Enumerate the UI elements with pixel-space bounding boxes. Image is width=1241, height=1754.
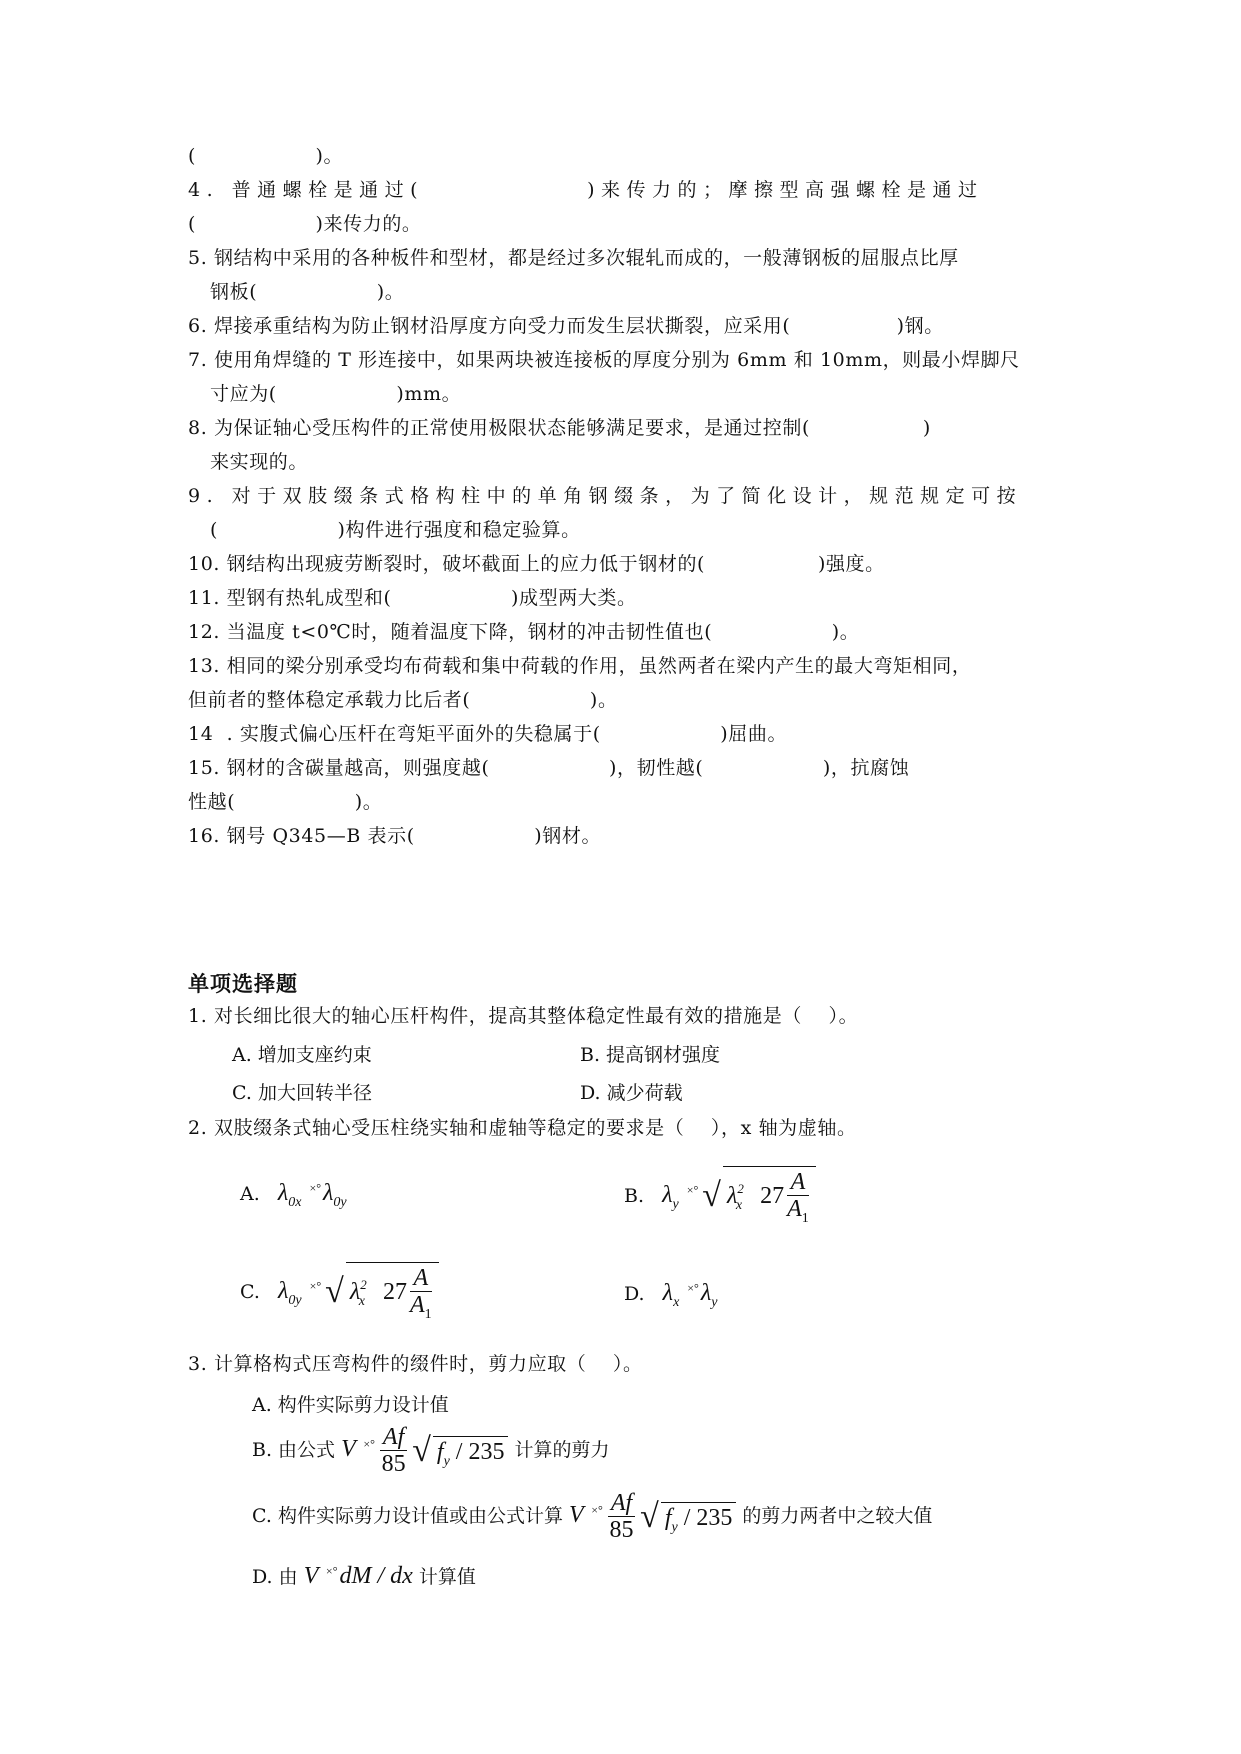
q1-stem: 1. 对长细比很大的轴心压杆构件，提高其整体稳定性最有效的措施是（ ）。 (188, 1005, 859, 1027)
ratio-text: / 235 (449, 1438, 505, 1465)
denominator-symbol: A (787, 1196, 802, 1222)
fraction-numerator: A (410, 1265, 432, 1292)
fraction (787, 1169, 809, 1226)
q1-option-a: A. 增加支座约束 (232, 1044, 372, 1066)
blank-line-15: 12. 当温度 t<0℃时，随着温度下降，钢材的冲击韧性值也( )。 (188, 621, 860, 643)
q1-option-b: B. 提高钢材强度 (580, 1044, 721, 1066)
constant: 27 (382, 1279, 407, 1306)
radical-icon: √ (412, 1431, 431, 1469)
subscript: y (672, 1196, 679, 1212)
sqrt-body (346, 1262, 439, 1322)
q2-formula-b (662, 1169, 816, 1226)
blank-line-7: 7. 使用角焊缝的 T 形连接中，如果两块被连接板的厚度分别为 6mm 和 10mm，则最小焊脚尺 (188, 349, 1020, 371)
blank-line-11: 9. 对于双肢缀条式格构柱中的单角钢缀条，为了简化设计，规范规定可按 (188, 485, 1023, 507)
blank-line-8: 寸应为( )mm。 (210, 383, 462, 405)
subscript: 0y (288, 1292, 302, 1308)
q3-option-b-suffix: 计算的剪力 (514, 1439, 610, 1462)
blank-line-20: 性越( )。 (188, 791, 383, 813)
sqrt-body (661, 1502, 737, 1535)
derivative-text: dM / dx (339, 1563, 413, 1589)
equals-glyph: ×° (309, 1278, 322, 1293)
q2-option-b (624, 1166, 816, 1226)
q2-option-d-label: D. (624, 1283, 645, 1305)
blank-line-10: 来实现的。 (210, 451, 309, 473)
blank-line-21: 16. 钢号 Q345—B 表示( )钢材。 (188, 825, 602, 847)
q3-option-b (252, 1424, 609, 1477)
blank-line-14: 11. 型钢有热轧成型和( )成型两大类。 (188, 587, 637, 609)
lambda-symbol: λ (700, 1280, 712, 1306)
blank-line-17: 但前者的整体稳定承载力比后者( )。 (188, 689, 618, 711)
q2-formula-d (662, 1280, 718, 1310)
fraction-numerator: Af (380, 1424, 407, 1451)
blank-line-12: ( )构件进行强度和稳定验算。 (210, 519, 581, 541)
q3-option-a: A. 构件实际剪力设计值 (252, 1394, 449, 1416)
q1-option-c: C. 加大回转半径 (232, 1082, 372, 1104)
q2-option-d (624, 1280, 718, 1310)
denominator-symbol: A (409, 1292, 425, 1318)
q2-option-c (240, 1262, 439, 1322)
q3-stem: 3. 计算格构式压弯构件的缀件时，剪力应取（ ）。 (188, 1353, 643, 1375)
q3-option-c-suffix: 的剪力两者中之较大值 (742, 1505, 933, 1528)
fraction (608, 1490, 635, 1543)
fraction-numerator: Af (608, 1490, 635, 1517)
variable-v: V (569, 1502, 584, 1529)
blank-line-2: 4. 普通螺栓是通过( )来传力的；摩擦型高强螺栓是通过 (188, 179, 984, 201)
q2-option-a-label: A. (240, 1183, 260, 1205)
blank-line-5: 钢板( )。 (210, 281, 405, 303)
sqrt-body (433, 1436, 509, 1469)
q2-option-b-label: B. (624, 1184, 645, 1207)
equals-glyph: ×° (591, 1503, 603, 1518)
fraction-denominator: 85 (381, 1451, 406, 1477)
subscript: x (673, 1295, 680, 1310)
radical-icon: √ (640, 1497, 659, 1535)
variable-v: V (341, 1436, 356, 1463)
blank-line-9: 8. 为保证轴心受压构件的正常使用极限状态能够满足要求，是通过控制( ) (188, 417, 931, 439)
lambda-symbol: λ (662, 1280, 674, 1306)
equals-glyph: ×° (309, 1181, 322, 1195)
radical-icon: √ (702, 1177, 721, 1214)
lambda-symbol: λ (277, 1277, 289, 1304)
q3-formula-c (569, 1490, 742, 1543)
section-title: 单项选择题 (188, 972, 298, 996)
subscript: x (735, 1198, 743, 1214)
q2-option-a (240, 1180, 347, 1210)
lambda-symbol: λ (662, 1181, 673, 1208)
q3-formula-b (341, 1424, 514, 1477)
radical-icon: √ (325, 1273, 344, 1310)
fraction-denominator: 85 (609, 1517, 634, 1543)
q3-option-b-prefix: B. 由公式 (252, 1439, 336, 1462)
lambda-symbol: λ (277, 1180, 289, 1206)
q2-formula-c (277, 1265, 439, 1322)
variable-f: f (664, 1504, 672, 1531)
blank-line-13: 10. 钢结构出现疲劳断裂时，破坏截面上的应力低于钢材的( )强度。 (188, 553, 885, 575)
blank-line-18: 14 . 实腹式偏心压杆在弯矩平面外的失稳属于( )屈曲。 (188, 723, 788, 745)
subscript: 1 (424, 1307, 432, 1322)
variable-v: V (303, 1563, 318, 1589)
q3-option-d-suffix: 计算值 (418, 1566, 476, 1588)
sqrt-body (723, 1166, 816, 1226)
q3-formula-d (304, 1563, 419, 1589)
blank-line-3: ( )来传力的。 (188, 213, 422, 235)
fraction-denominator (410, 1292, 432, 1322)
blank-line-19: 15. 钢材的含碳量越高，则强度越( )，韧性越( )，抗腐蚀 (188, 757, 910, 779)
equals-glyph: ×° (363, 1437, 375, 1452)
q2-stem: 2. 双肢缀条式轴心受压柱绕实轴和虚轴等稳定的要求是（ ），x 轴为虚轴。 (188, 1117, 857, 1139)
q3-option-c (252, 1490, 932, 1543)
lambda-symbol: λ (323, 1180, 334, 1206)
q3-option-d (252, 1562, 476, 1590)
blank-line-4: 5. 钢结构中采用的各种板件和型材，都是经过多次辊轧而成的，一般薄钢板的屈服点比厚 (188, 247, 959, 269)
q2-formula-a (277, 1180, 347, 1210)
fraction (380, 1424, 407, 1477)
fraction-numerator: A (787, 1169, 809, 1196)
constant: 27 (760, 1183, 785, 1210)
q3-option-d-prefix: D. 由 (252, 1566, 298, 1588)
equals-glyph: ×° (325, 1564, 338, 1578)
fraction-denominator (787, 1196, 809, 1226)
subscript: 0x (288, 1195, 302, 1210)
subscript: y (671, 1519, 678, 1535)
superscript: 2 (737, 1181, 744, 1197)
lambda-symbol: λ (726, 1183, 738, 1210)
blank-line-6: 6. 焊接承重结构为防止钢材沿厚度方向受力而发生层状撕裂，应采用( )钢。 (188, 315, 944, 337)
blank-line-1: ( )。 (188, 145, 344, 167)
blank-line-16: 13. 相同的梁分别承受均布荷载和集中荷载的作用，虽然两者在梁内产生的最大弯矩相同， (188, 655, 972, 677)
subscript: 0y (333, 1195, 347, 1210)
fraction (410, 1265, 432, 1322)
subscript: x (358, 1294, 365, 1310)
variable-f: f (436, 1438, 444, 1465)
subscript: 1 (801, 1211, 809, 1226)
lambda-symbol: λ (349, 1279, 361, 1306)
equals-glyph: ×° (687, 1281, 699, 1295)
q3-option-c-prefix: C. 构件实际剪力设计值或由公式计算 (252, 1505, 563, 1528)
ratio-text: / 235 (677, 1504, 733, 1531)
equals-glyph: ×° (686, 1182, 699, 1197)
q1-option-d: D. 减少荷载 (580, 1082, 683, 1104)
subscript: y (711, 1295, 718, 1310)
superscript: 2 (360, 1277, 367, 1293)
subscript: y (443, 1453, 450, 1469)
q2-option-c-label: C. (240, 1280, 260, 1303)
